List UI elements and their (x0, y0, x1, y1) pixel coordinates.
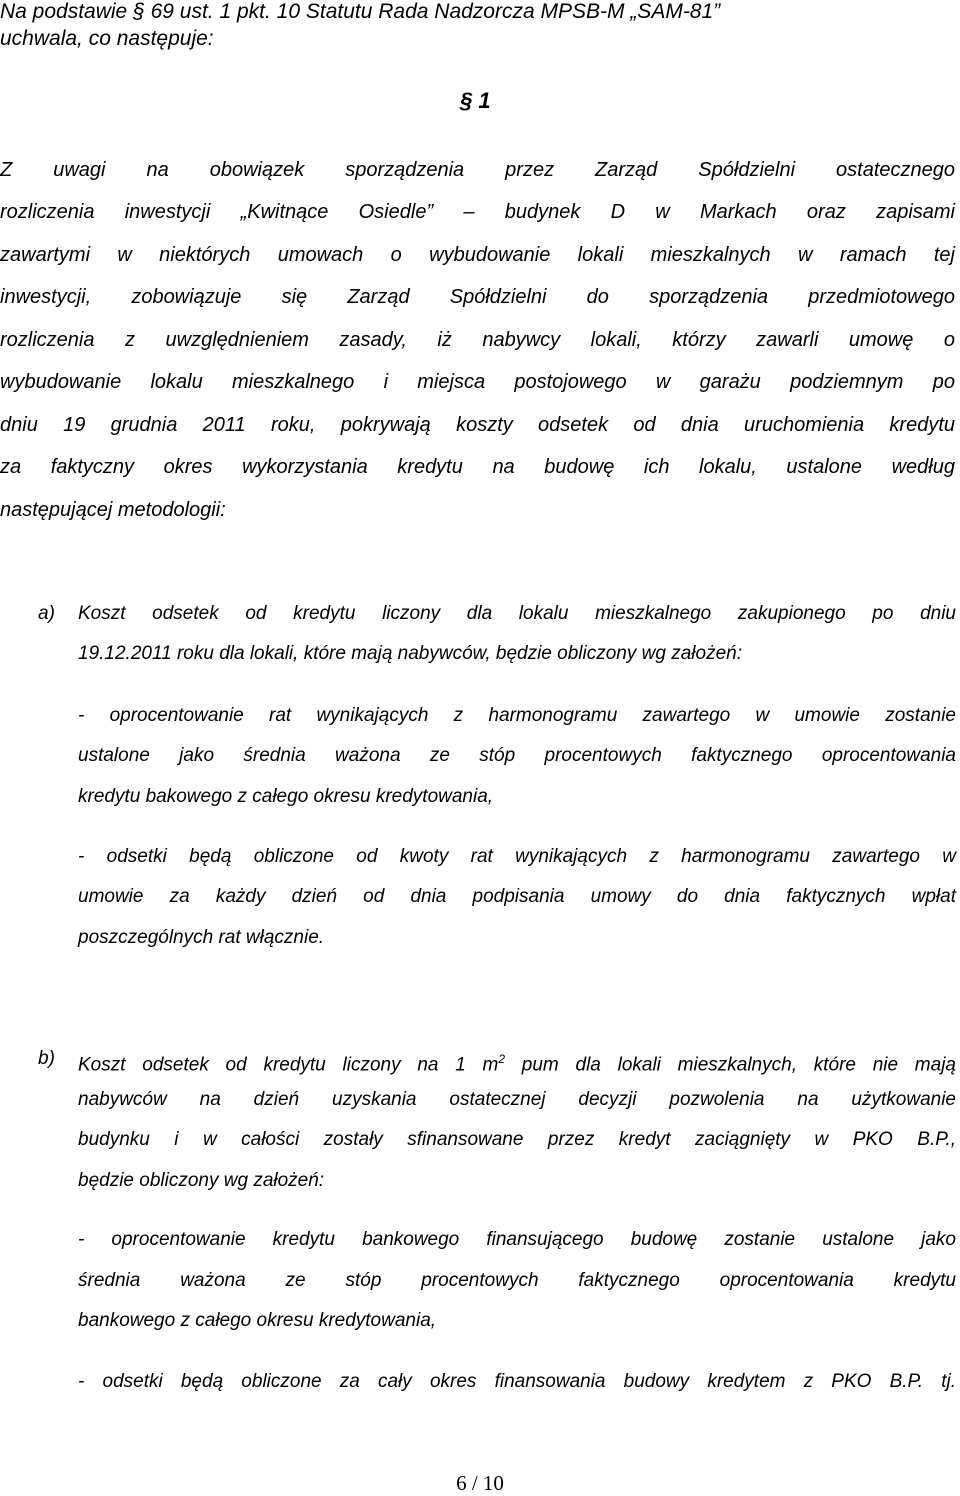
bullet-line: - odsetki będą obliczone za cały okres finansowania budowy kredytem z PKO B.P. tj. (78, 1371, 956, 1392)
paragraph-line: inwestycji, zobowiązuje się Zarząd Spółdzielni do sporządzenia przedmiotowego (0, 286, 955, 308)
item-a-line: Koszt odsetek od kredytu liczony dla lokalu mieszkalnego zakupionego po dniu (78, 603, 956, 624)
section-heading: § 1 (460, 88, 491, 113)
item-b-line (78, 1046, 956, 1076)
item-a-label: a) (38, 603, 55, 624)
item-b-line-end: pum dla lokali mieszkalnych, które nie mają (505, 1054, 956, 1076)
paragraph-line: zawartymi w niektórych umowach o wybudowanie lokali mieszkalnych w ramach tej (0, 244, 955, 266)
paragraph-line: wybudowanie lokalu mieszkalnego i miejsca postojowego w garażu podziemnym po (0, 371, 955, 393)
page-number: 6 / 10 (456, 1471, 504, 1495)
item-b-label: b) (38, 1048, 55, 1069)
item-b-line: nabywców na dzień uzyskania ostatecznej decyzji pozwolenia na użytkowanie (78, 1089, 956, 1110)
item-a-line: 19.12.2011 roku dla lokali, które mają nabywców, będzie obliczony wg założeń: (78, 643, 742, 664)
paragraph-line: dniu 19 grudnia 2011 roku, pokrywają koszty odsetek od dnia uruchomienia kredytu (0, 414, 955, 436)
bullet-line: bankowego z całego okresu kredytowania, (78, 1310, 437, 1331)
paragraph-line: rozliczenia z uwzględnieniem zasady, iż nabywcy lokali, którzy zawarli umowę o (0, 329, 955, 351)
bullet-line: umowie za każdy dzień od dnia podpisania umowy do dnia faktycznych wpłat (78, 886, 956, 907)
item-b-line: budynku i w całości zostały sfinansowane przez kredyt zaciągnięty w PKO B.P., (78, 1129, 956, 1150)
bullet-line: - oprocentowanie kredytu bankowego finansującego budowę zostanie ustalone jako (78, 1229, 956, 1250)
paragraph-line: za faktyczny okres wykorzystania kredytu na budowę ich lokalu, ustalone według (0, 456, 955, 478)
item-b-line-start: Koszt odsetek od kredytu liczony na 1 m (78, 1054, 499, 1076)
paragraph-line: następującej metodologii: (0, 499, 226, 521)
bullet-line: - odsetki będą obliczone od kwoty rat wynikających z harmonogramu zawartego w (78, 846, 956, 867)
intro-line-2: uchwala, co następuje: (0, 27, 214, 50)
intro-line-1: Na podstawie § 69 ust. 1 pkt. 10 Statutu Rada Nadzorcza MPSB-M „SAM-81” (0, 0, 721, 23)
bullet-line: ustalone jako średnia ważona ze stóp procentowych faktycznego oprocentowania (78, 745, 956, 766)
item-b-line: będzie obliczony wg założeń: (78, 1170, 325, 1191)
bullet-line: - oprocentowanie rat wynikających z harmonogramu zawartego w umowie zostanie (78, 705, 956, 726)
bullet-line: poszczególnych rat włącznie. (78, 927, 325, 948)
paragraph-line: Z uwagi na obowiązek sporządzenia przez Zarząd Spółdzielni ostatecznego (0, 159, 955, 181)
bullet-line: kredytu bakowego z całego okresu kredytowania, (78, 786, 494, 807)
paragraph-line: rozliczenia inwestycji „Kwitnące Osiedle” – budynek D w Markach oraz zapisami (0, 201, 955, 223)
superscript-2: 2 (498, 1052, 506, 1066)
bullet-line: średnia ważona ze stóp procentowych faktycznego oprocentowania kredytu (78, 1270, 956, 1291)
